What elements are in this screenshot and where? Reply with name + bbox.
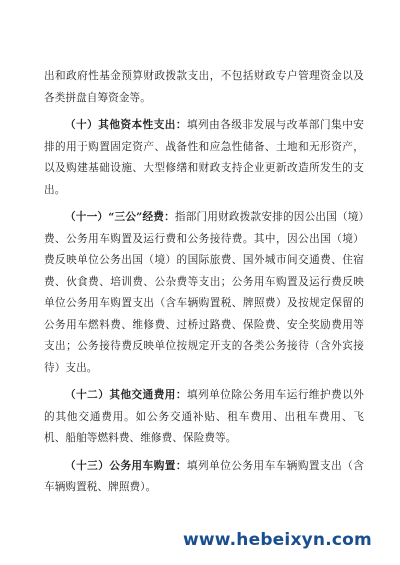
- paragraph-other-transport-costs: [44, 385, 364, 450]
- paragraph-heading: （十二）其他交通费用：: [65, 389, 187, 401]
- document-body: [44, 66, 364, 505]
- paragraph-text: 指部门用财政拨款安排的因公出国（境）费、公务用车购置及运行费和公务接待费。其中，因公出国（境）费反映单位公务出国（境）的国际旅费、国外城市间交通费、住宿费、伙食费、培训费、公杂费等支出；公务用车购置及运行费反映单位公务用车购置支出（含车辆购置税、牌照费）及按规定保留的公务用车燃料费、维修费、过桥过路费、保险费、安全奖励费用等支出；公务接待费反映单位按规定开支的各类公务接待（含外宾接待）支出。: [44, 211, 365, 374]
- paragraph-continuation: [44, 66, 364, 109]
- paragraph-heading: （十一）“三公”经费：: [65, 211, 175, 223]
- site-watermark: www.hebeixyn.com: [183, 530, 372, 550]
- paragraph-text: 填列单位公务用车车辆购置支出（含车辆购置税、牌照费）。: [44, 459, 364, 493]
- paragraph-text: 填列单位除公务用车运行维护费以外的其他交通费用。如公务交通补贴、租车费用、出租车费用、飞机、船舶等燃料费、维修费、保险费等。: [44, 389, 364, 444]
- paragraph-text: 出和政府性基金预算财政拨款支出，不包括财政专户管理资金以及各类拼盘自筹资金等。: [44, 70, 364, 104]
- paragraph-text: 填列由各级非发展与改革部门集中安排的用于购置固定资产、战备性和应急性储备、土地和无形资产，以及购建基础设施、大型修缮和财政支持企业更新改造所发生的支出。: [44, 119, 364, 196]
- paragraph-three-public-expenses: [44, 207, 364, 379]
- paragraph-heading: （十）其他资本性支出：: [65, 119, 187, 131]
- paragraph-official-vehicle-purchase: [44, 456, 364, 499]
- paragraph-heading: （十三）公务用车购置：: [65, 459, 187, 472]
- paragraph-other-capital-expenditure: [44, 115, 364, 201]
